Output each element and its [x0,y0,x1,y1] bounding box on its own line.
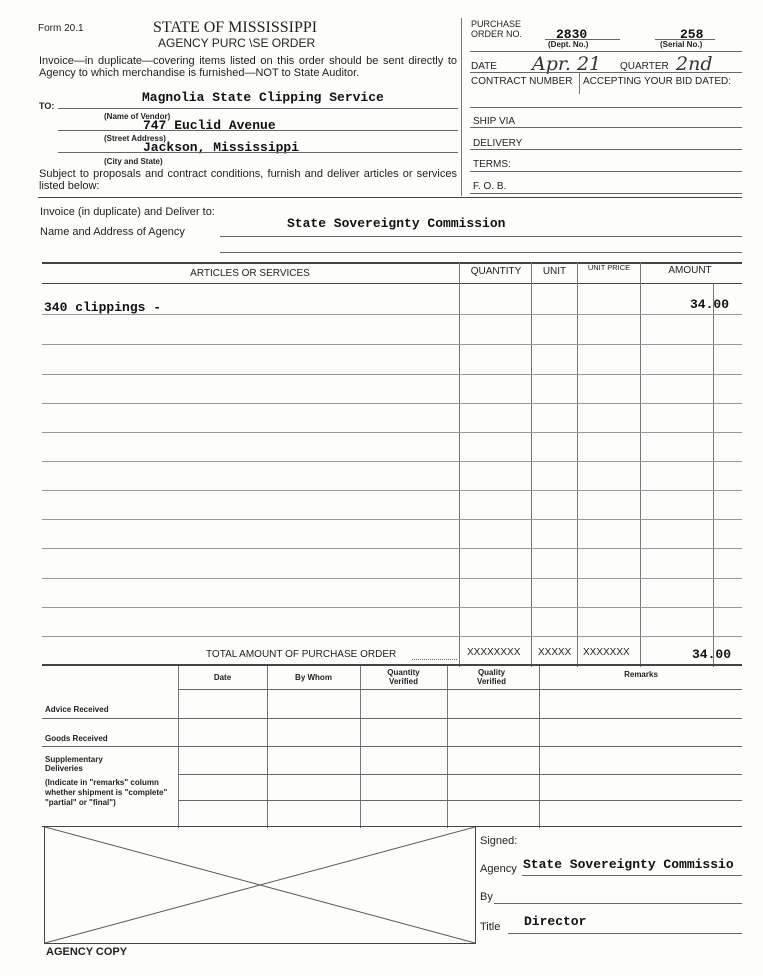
row-supplementary-deliveries: Supplementary Deliveries [45,755,103,773]
accepting-bid-label: ACCEPTING YOUR BID DATED: [583,76,731,87]
deliver-to-label: Invoice (in duplicate) and Deliver to: [40,206,215,218]
signed-label: Signed: [480,835,518,847]
dept-label: (Dept. No.) [548,40,589,49]
delivery-label: DELIVERY [473,138,523,149]
receipt-col-quantity-verified: Quantity Verified [387,668,420,686]
deliver-agency: State Sovereignty Commission [287,216,506,231]
fob-label: F. O. B. [473,181,507,192]
vendor-name-label: (Name of Vendor) [104,112,171,121]
sig-agency-value: State Sovereignty Commissio [523,857,734,872]
street-label: (Street Address) [104,134,166,143]
col-unit-price: UNIT PRICE [587,263,631,272]
sig-agency-label: Agency [480,863,517,875]
total-price-x: XXXXXXX [583,647,630,658]
item-amount: 34.00 [690,297,730,312]
state-title: STATE OF MISSISSIPPI [153,19,318,36]
serial-label: (Serial No.) [660,40,703,49]
quarter-value: 2nd [676,53,713,75]
contract-label: CONTRACT NUMBER [471,76,573,87]
receipt-col-remarks: Remarks [624,670,658,679]
total-qty-x: XXXXXXXX [467,647,521,658]
sig-by-label: By [480,891,493,903]
conditions-text: Subject to proposals and contract conditions, furnish and deliver articles or services listed below: [39,168,457,192]
receipt-col-by-whom: By Whom [295,673,332,682]
serial-number: 258 [680,27,704,42]
to-label: TO: [39,101,55,111]
quarter-label: QUARTER [620,61,669,72]
total-label: TOTAL AMOUNT OF PURCHASE ORDER [206,649,397,660]
total-unit-x: XXXXX [538,647,572,658]
agency-copy-label: AGENCY COPY [46,946,128,958]
form-title: AGENCY PURC \SE ORDER [158,36,316,50]
agency-address-label: Name and Address of Agency [40,226,185,238]
form-number: Form 20.1 [38,23,84,34]
col-articles: ARTICLES OR SERVICES [190,268,310,279]
row-goods-received: Goods Received [45,734,108,743]
terms-label: TERMS: [473,159,511,170]
invoice-instructions: Invoice—in duplicate—covering items listed on this order should be sent directly to Agency to which merchandise is furnished—NOT to State Auditor. [39,55,457,79]
row-advice-received: Advice Received [45,705,109,714]
sig-title-value: Director [524,914,587,929]
date-value: Apr. 21 [532,53,602,75]
total-amount: 34.00 [692,647,732,662]
col-amount: AMOUNT [668,265,712,276]
po-label: PURCHASE ORDER NO. [471,19,523,39]
dept-number: 2830 [556,27,588,42]
col-unit: UNIT [542,266,567,277]
sig-title-label: Title [480,921,501,933]
ship-via-label: SHIP VIA [473,116,516,127]
vendor-city: Jackson, Mississippi [143,140,300,155]
receipt-col-date: Date [213,673,232,682]
vendor-name: Magnolia State Clipping Service [142,90,384,105]
item-description: 340 clippings - [44,300,162,315]
date-label: DATE [471,61,497,72]
vendor-street: 747 Euclid Avenue [143,118,276,133]
header-divider [461,18,462,196]
crossed-out-box [44,826,476,944]
city-label: (City and State) [104,157,163,166]
col-quantity: QUANTITY [470,266,522,277]
receipt-note: (Indicate in "remarks" column whether shipment is "complete" "partial" or "final") [45,778,168,807]
receipt-col-quality-verified: Quality Verified [477,668,506,686]
